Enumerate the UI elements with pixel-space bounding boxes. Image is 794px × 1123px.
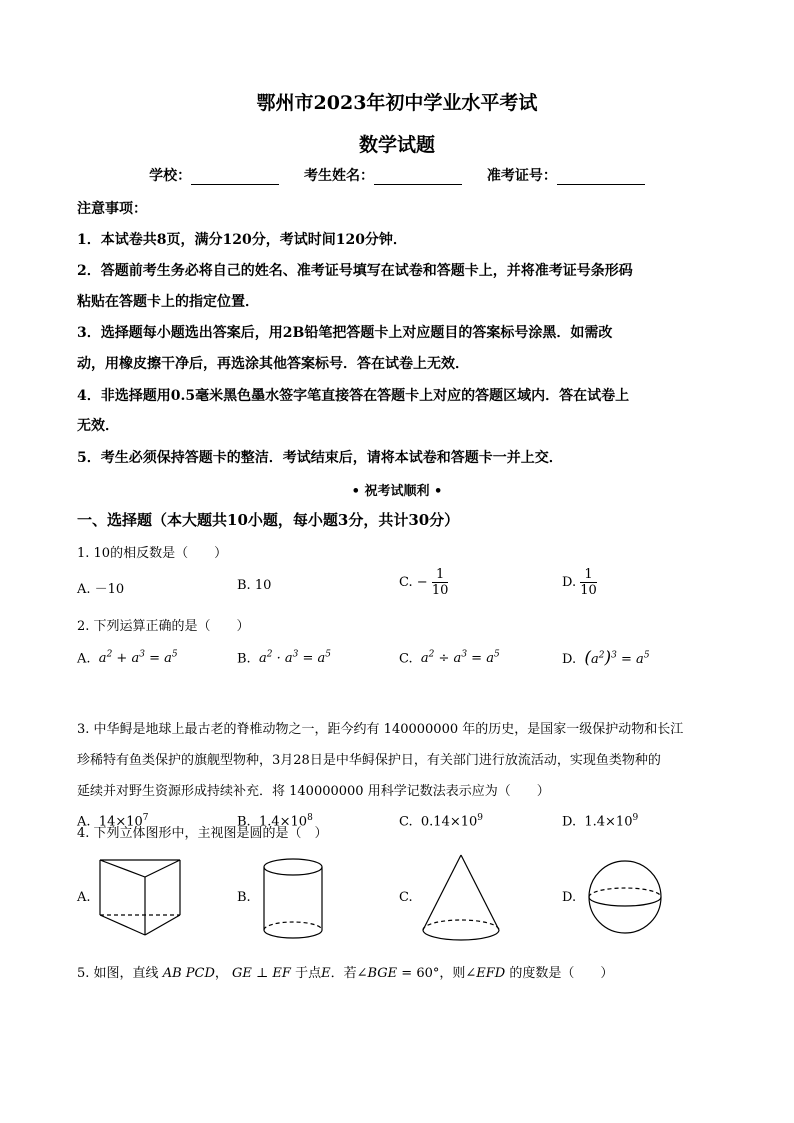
name-blank[interactable] <box>374 170 462 185</box>
notes-heading: 注意事项： <box>77 201 147 217</box>
id-blank[interactable] <box>557 170 645 185</box>
q3-option-b[interactable]: B. $1.4\times 10^8$ <box>237 813 313 830</box>
cone-figure <box>418 852 504 947</box>
blessing: • 祝考试顺利 • <box>351 484 443 499</box>
cylinder-figure <box>258 855 328 945</box>
id-field[interactable]: 准考证号： <box>487 165 645 185</box>
note-line: 3．选择题每小题选出答案后，用2B铅笔把答题卡上对应题目的答案标号涂黑．如需改 <box>77 325 613 341</box>
question-5-stem: 5. 如图，直线 AB PCD， GE ⊥ EF 于点E．若∠BGE = 60°，则∠EFD 的度数是（ ） <box>77 966 614 981</box>
q2-option-b[interactable]: B. $a^2 \cdot a^3 = a^5$ <box>237 650 331 667</box>
note-line: 4．非选择题用0.5毫米黑色墨水签字笔直接答在答题卡上对应的答题区域内．答在试卷上 <box>77 388 630 404</box>
note-line: 2．答题前考生务必将自己的姓名、准考证号填写在试卷和答题卡上，并将准考证号条形码 <box>77 263 633 279</box>
q4-option-c[interactable]: C. <box>399 890 413 905</box>
q3-option-c[interactable]: C. $0.14\times 10^9$ <box>399 813 484 830</box>
q4-option-d[interactable]: D. <box>562 890 577 905</box>
question-3-stem: 延续并对野生资源形成持续补充．将 140000000 用科学记数法表示应为（ ） <box>77 784 550 799</box>
question-1-stem: 1. 10的相反数是（ ） <box>77 546 228 561</box>
formula: $a^2 + a^3 = a^5$ <box>94 650 178 667</box>
q3-option-d[interactable]: D. $1.4\times 10^9$ <box>562 813 639 830</box>
formula: $(a^2)^3 = a^5$ <box>584 648 650 668</box>
school-field[interactable]: 学校： <box>149 165 279 185</box>
q4-option-b[interactable]: B. <box>237 890 251 905</box>
exam-subtitle: 数学试题 <box>358 134 435 156</box>
q2-option-c[interactable]: C. $a^2 \div a^3 = a^5$ <box>399 650 500 667</box>
name-field[interactable]: 考生姓名： <box>304 165 462 185</box>
note-line: 无效． <box>77 418 119 434</box>
note-line: 动，用橡皮擦干净后，再选涂其他答案标号．答在试卷上无效． <box>77 356 469 372</box>
candidate-info <box>0 165 794 185</box>
sphere-figure <box>585 855 665 940</box>
q4-option-a[interactable]: A. <box>77 890 91 905</box>
note-line: 5．考生必须保持答题卡的整洁．考试结束后，请将本试卷和答题卡一并上交． <box>77 450 563 466</box>
note-line: 粘贴在答题卡上的指定位置． <box>77 294 259 310</box>
q2-option-a[interactable]: A. $a^2 + a^3 = a^5$ <box>77 650 178 667</box>
q3-option-a[interactable]: A. $14\times 10^7$ <box>77 813 149 830</box>
question-3-stem: 3. 中华鲟是地球上最古老的脊椎动物之一，距今约有 140000000 年的历史，是国家一级保护动物和长江 <box>77 722 684 737</box>
q1-option-b[interactable]: B. 10 <box>237 578 272 593</box>
q1-option-c[interactable]: C. − $\frac{1}{10}$ <box>399 567 449 598</box>
exam-title: 鄂州市2023年初中学业水平考试 <box>256 92 538 114</box>
triangular-prism-figure <box>95 855 185 945</box>
q1-option-a[interactable]: A. －10 <box>77 582 125 597</box>
section-heading: 一、选择题（本大题共10小题，每小题3分，共计30分） <box>77 511 460 529</box>
q2-option-d[interactable]: D. $(a^2)^3 = a^5$ <box>562 648 650 668</box>
q1-option-d[interactable]: D. $\frac{1}{10}$ <box>562 567 597 598</box>
question-3-stem: 珍稀特有鱼类保护的旗舰型物种，3月28日是中华鲟保护日，有关部门进行放流活动，实现鱼类物种的 <box>77 753 661 768</box>
formula: $a^2 \cdot a^3 = a^5$ <box>254 650 331 667</box>
question-4-stem: 4. 下列立体图形中，主视图是圆的是（ ） <box>77 826 328 841</box>
note-line: 1．本试卷共8页，满分120分，考试时间120分钟． <box>77 232 407 248</box>
school-blank[interactable] <box>191 170 279 185</box>
fraction: $\frac{1}{10}$ <box>431 567 449 598</box>
formula: $a^2 \div a^3 = a^5$ <box>416 650 500 667</box>
fraction: $\frac{1}{10}$ <box>580 567 597 598</box>
question-2-stem: 2. 下列运算正确的是（ ） <box>77 619 250 634</box>
